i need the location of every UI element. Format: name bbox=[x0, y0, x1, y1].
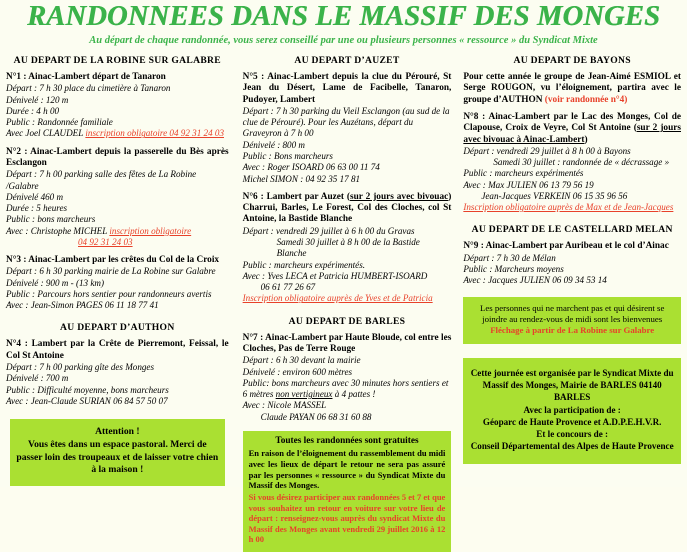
page-title: RANDONNEES DANS LE MASSIF DES MONGES bbox=[26, 1, 661, 32]
free-hikes-text: En raison de l’éloignement du rassemblement du midi avec les lieux de départ le retour ne sera pas assuré par les personnes « ressource » du Syndicat Mixte du Massif des Monges. bbox=[248, 448, 446, 491]
hike-5-title: N°5 : Ainac-Lambert depuis la clue du Pérouré, St Jean du Désert, Lame de Facibelle, Tanaron, Pudoyer, Lambert bbox=[242, 71, 452, 105]
hike-entry-4 bbox=[6, 339, 229, 407]
hike-7-depart: Départ : 6 h 30 devant la mairie bbox=[242, 355, 361, 366]
hike-8-title bbox=[463, 112, 681, 146]
hike-3-public: Public : Parcours hors sentier pour randonneurs avertis bbox=[6, 288, 212, 299]
hike-3-contact: Avec : Jean-Simon PAGES 06 11 18 77 41 bbox=[6, 300, 159, 311]
hike-2-contact-name: Avec : Christophe MICHEL bbox=[6, 225, 110, 236]
attention-heading: Attention ! bbox=[95, 426, 140, 438]
hike-6-registration-note: Inscription obligatoire auprès de Yves et de Patricia bbox=[242, 293, 433, 304]
hike-9-title: N°9 : Ainac-Lambert par Auribeau et le col d’Ainac bbox=[463, 241, 669, 252]
hike-8-contact-2: Jean-Jacques VERKEIN 06 15 35 96 56 bbox=[481, 190, 628, 201]
organizer-line: Cette journée est organisée par le Syndicat Mixte du Massif des Monges, Mairie de BARLES 04140 BARLES bbox=[470, 367, 674, 403]
hike-3-depart: Départ : 6 h 30 parking mairie de La Robine sur Galabre bbox=[6, 266, 216, 277]
hike-5-public: Public : Bons marcheurs bbox=[242, 150, 333, 161]
hike-1-contact bbox=[6, 128, 229, 139]
hike-entry-5 bbox=[243, 72, 452, 185]
hike-8-registration-note: Inscription obligatoire auprès de Max et de Jean-Jacques bbox=[463, 202, 674, 213]
hike-7-contact-1: Avec : Nicole MASSEL bbox=[242, 400, 327, 411]
column-bayons-castellard bbox=[457, 53, 681, 552]
hike-7-public bbox=[243, 378, 452, 401]
hike-9-depart: Départ : 7 h 30 de Mélan bbox=[463, 252, 556, 263]
hike-5-contact-1: Avec : Roger ISOARD 06 63 00 11 74 bbox=[242, 162, 380, 173]
hike-7-public-emphasis: non vertigineux bbox=[275, 389, 333, 400]
hike-6-title-part-b: ) Charrui, Barles, Le Forest, Col des Cloches, col St Antoine, la Bastide Blanche bbox=[242, 191, 452, 225]
hike-8-title-part-b: ) bbox=[584, 134, 588, 145]
column-auzet-barles bbox=[237, 53, 458, 552]
hike-7-public-part-a: Public: bons marcheurs avec 30 minutes hors sentiers et 6 mètres bbox=[242, 377, 449, 400]
hike-1-registration-note: inscription obligatoire 04 92 31 24 03 bbox=[85, 128, 224, 139]
section-heading-robine: AU DEPART DE LA ROBINE SUR GALABRE bbox=[13, 54, 221, 66]
hike-entry-7 bbox=[243, 333, 452, 423]
hike-2-contact bbox=[6, 226, 229, 237]
hike-4-public: Public : Difficulté moyenne, bons marcheurs bbox=[6, 384, 169, 395]
hike-7-title: N°7 : Ainac-Lambert par Haute Bloude, col entre les Cloches, Pas de Terre Rouge bbox=[242, 332, 452, 354]
hike-3-denivele: Dénivelé : 900 m - (13 km) bbox=[6, 277, 104, 288]
hike-2-duree: Durée : 5 heures bbox=[6, 203, 68, 214]
hike-5-depart: Départ : 7 h 30 parking du Vieil Esclangon (au sud de la clue de Pérouré). Pour les Auzétans, départ du Graveyron à 7 h 00 bbox=[242, 105, 450, 139]
hike-2-depart: Départ : 7 h 00 parking salle des fêtes de La Robine /Galabre bbox=[6, 169, 197, 191]
section-heading-barles: AU DEPART DE BARLES bbox=[288, 315, 406, 327]
hike-1-contact-name: Avec Joel CLAUDEL bbox=[6, 128, 86, 139]
poster-header bbox=[0, 0, 687, 46]
hike-6-title bbox=[243, 192, 452, 226]
hike-8-title-bivouac: sur 2 jours avec bivouac à Ainac-Lambert bbox=[463, 123, 681, 145]
section-heading-bayons: AU DEPART DE BAYONS bbox=[513, 54, 631, 66]
bayons-note-text: Pour cette année le groupe de Jean-Aimé ESMIOL et Serge ROUGON, vu l’éloignement, partira avec le groupe d’AUTHON bbox=[463, 71, 681, 105]
hike-1-depart: Départ : 7 h 30 place du cimetière à Tanaron bbox=[6, 83, 171, 94]
free-hikes-heading: Toutes les randonnées sont gratuites bbox=[275, 435, 419, 446]
hike-8-public: Public : marcheurs expérimentés bbox=[463, 168, 584, 179]
organizer-credits-box bbox=[463, 358, 681, 464]
hike-4-depart: Départ : 7 h 00 parking gîte des Monges bbox=[6, 362, 155, 373]
hike-3-title: N°3 : Ainac-Lambert par les crêtes du Col de la Croix bbox=[6, 255, 220, 266]
column-robine-authon bbox=[6, 53, 237, 552]
bayons-note bbox=[463, 72, 681, 106]
participation-label: Avec la participation de : bbox=[523, 404, 621, 415]
attention-notice-box bbox=[10, 419, 225, 486]
hike-6-public: Public : marcheurs expérimentés. bbox=[242, 259, 366, 270]
hike-8-contact-1: Avec : Max JULIEN 06 13 79 56 19 bbox=[463, 179, 594, 190]
hike-entry-9 bbox=[463, 241, 681, 286]
section-heading-castellard: AU DEPART DE LE CASTELLARD MELAN bbox=[471, 224, 673, 236]
support-label: Et le concours de : bbox=[536, 429, 609, 440]
bayons-note-reference: (voir randonnée n°4) bbox=[544, 94, 628, 105]
hike-entry-6 bbox=[243, 192, 452, 305]
hike-8-depart-day2: Samedi 30 juillet : randonnée de « décrassage » bbox=[493, 157, 670, 168]
support-partner: Conseil Départemental des Alpes de Haute Provence bbox=[470, 441, 674, 452]
free-hikes-notice-box bbox=[243, 431, 452, 552]
hike-1-public: Public : Randonnée familiale bbox=[6, 117, 113, 128]
hike-2-title: N°2 : Ainac-Lambert depuis la passerelle du Bès après Esclangon bbox=[6, 146, 229, 168]
hike-1-duree: Durée : 4 h 00 bbox=[6, 105, 60, 116]
non-walkers-text: Les personnes qui ne marchent pas et qui désirent se joindre au rendez-vous de midi sont les bienvenues bbox=[479, 302, 665, 325]
hike-6-contact-phone: 06 61 77 26 67 bbox=[260, 282, 316, 293]
hike-7-contact-2: Claude PAYAN 06 68 31 60 88 bbox=[260, 411, 372, 422]
attention-text: Vous êtes dans un espace pastoral. Merci de passer loin des troupeaux et de laisser votre chien à la maison ! bbox=[16, 438, 219, 476]
section-heading-auzet: AU DEPART D’AUZET bbox=[294, 54, 400, 66]
hike-8-title-part-a: N°8 : Ainac-Lambert par le Lac des Monges, Col de Clapouse, Croix de Veyre, Col St Antoine ( bbox=[463, 111, 681, 134]
hike-2-registration-note: inscription obligatoire bbox=[109, 225, 192, 236]
hike-5-denivele: Dénivelé : 800 m bbox=[242, 139, 305, 150]
section-heading-authon: AU DEPART D’AUTHON bbox=[60, 322, 175, 334]
hike-1-denivele: Dénivelé : 120 m bbox=[6, 94, 69, 105]
participation-partners: Géoparc de Haute Provence et A.D.P.E.H.V.R. bbox=[482, 416, 662, 427]
hike-2-denivele: Dénivelé 460 m bbox=[6, 191, 64, 202]
free-hikes-return-notice: Si vous désirez participer aux randonnées 5 et 7 et que vous souhaitez un retour en voiture sur votre lieu de départ : renseignez-vous auprès du syndicat Mixte du Massif des Monges avant vendredi 29 juillet 2016 à 12 h 00 bbox=[248, 491, 446, 545]
hike-entry-8 bbox=[463, 112, 681, 214]
hike-7-denivele: Dénivelé : environ 600 mètres bbox=[242, 366, 353, 377]
page-subtitle: Au départ de chaque randonnée, vous serez conseillé par une ou plusieurs personnes « ressource » du Syndicat Mixte bbox=[89, 34, 598, 46]
hike-9-contact: Avec : Jacques JULIEN 06 09 34 53 14 bbox=[463, 275, 607, 286]
hike-4-title: N°4 : Lambert par la Crête de Pierremont, Feissal, le Col St Antoine bbox=[6, 339, 229, 361]
hike-6-title-part-a: N°6 : Lambert par Auzet ( bbox=[242, 191, 351, 202]
columns-container bbox=[0, 46, 687, 552]
hike-7-public-part-b: à 4 pattes ! bbox=[332, 389, 376, 400]
hike-4-contact: Avec : Jean-Claude SURIAN 06 84 57 50 07 bbox=[6, 395, 168, 406]
hike-5-contact-2: Michel SIMON : 04 92 35 17 81 bbox=[242, 173, 361, 184]
hike-1-title: N°1 : Ainac-Lambert départ de Tanaron bbox=[6, 71, 166, 82]
hike-6-contact: Avec : Yves LECA et Patricia HUMBERT-ISOARD bbox=[242, 270, 428, 281]
hike-9-public: Public : Marcheurs moyens bbox=[463, 264, 564, 275]
hike-6-title-bivouac: sur 2 jours avec bivouac bbox=[350, 191, 449, 202]
hike-2-registration-phone: 04 92 31 24 03 bbox=[78, 236, 133, 247]
signage-note: Fléchage à partir de La Robine sur Galabre bbox=[490, 325, 655, 336]
hike-entry-3 bbox=[6, 255, 229, 311]
hike-6-depart-day2: Samedi 30 juillet à 8 h 00 de la Bastide Blanche bbox=[276, 237, 420, 259]
hike-4-denivele: Dénivelé : 700 m bbox=[6, 373, 69, 384]
hike-entry-1 bbox=[6, 72, 229, 140]
non-walkers-notice-box bbox=[463, 297, 681, 344]
hike-6-depart: Départ : vendredi 29 juillet à 6 h 00 du Gravas bbox=[242, 225, 415, 236]
hike-entry-2 bbox=[6, 147, 229, 249]
hike-8-depart: Départ : vendredi 29 juillet à 8 h 00 à Bayons bbox=[463, 145, 631, 156]
hike-2-public: Public : bons marcheurs bbox=[6, 214, 96, 225]
